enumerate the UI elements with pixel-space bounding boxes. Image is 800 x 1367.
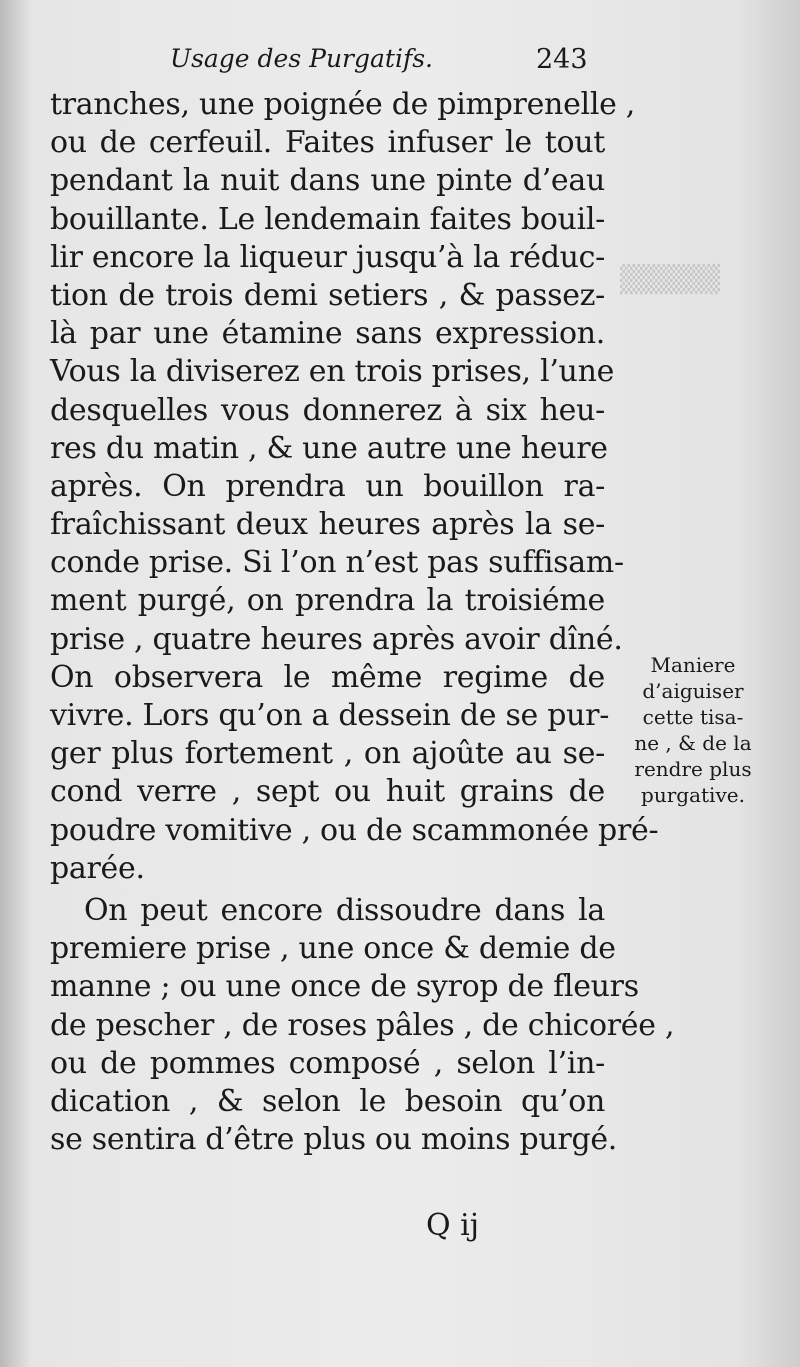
text-line: se sentira d’être plus ou moins purgé. bbox=[50, 1122, 618, 1158]
signature-mark: Q ij bbox=[426, 1208, 480, 1243]
text-line: après. On prendra un bouillon ra- bbox=[50, 468, 605, 504]
text-line: pendant la nuit dans une pinte d’eau bbox=[50, 163, 605, 199]
text-line: parée. bbox=[50, 850, 145, 886]
paragraph-first-line: On peut encore dissoudre dans la bbox=[84, 892, 605, 928]
text-line: conde prise. Si l’on n’est pas suffisam- bbox=[50, 545, 624, 581]
text-line: cond verre , sept ou huit grains de bbox=[50, 774, 605, 810]
text-line: prise , quatre heures après avoir dîné. bbox=[50, 621, 623, 657]
margin-note-line: rendre plus bbox=[634, 757, 752, 781]
text-line: manne ; ou une once de syrop de fleurs bbox=[50, 969, 639, 1005]
text-line: de pescher , de roses pâles , de chicorée , bbox=[50, 1007, 675, 1043]
text-line: ou de cerfeuil. Faites infuser le tout bbox=[50, 125, 605, 161]
text-line: On observera le même regime de bbox=[50, 659, 605, 695]
page-header bbox=[50, 44, 610, 84]
text-line: Vous la diviserez en trois prises, l’une bbox=[50, 354, 615, 390]
show-through-shadow: ▒▒▒▒▒ bbox=[620, 265, 720, 295]
margin-note-line: d’aiguiser bbox=[642, 679, 744, 703]
text-line: ment purgé, on prendra la troisiéme bbox=[50, 583, 605, 619]
text-line: res du matin , & une autre une heure bbox=[50, 430, 608, 466]
text-line: ger plus fortement , on ajoûte au se- bbox=[50, 736, 605, 772]
body-text bbox=[50, 86, 675, 1159]
text-line: vivre. Lors qu’on a dessein de se pur- bbox=[50, 698, 610, 733]
margin-note-line: purgative. bbox=[641, 783, 745, 807]
text-line: tranches, une poignée de pimprenelle , bbox=[50, 87, 636, 122]
text-line: ou de pommes composé , selon l’in- bbox=[50, 1045, 605, 1081]
text-line: fraîchissant deux heures après la se- bbox=[50, 507, 605, 543]
text-line: tion de trois demi setiers , & passez- bbox=[50, 277, 605, 313]
margin-note-line: ne , & de la bbox=[634, 731, 752, 755]
text-line: poudre vomitive , ou de scammonée pré- bbox=[50, 812, 659, 848]
text-line: dication , & selon le besoin qu’on bbox=[50, 1083, 605, 1119]
text-line: bouillante. Le lendemain faites bouil- bbox=[50, 201, 605, 237]
text-line: lir encore la liqueur jusqu’à la réduc- bbox=[50, 239, 605, 275]
text-line: premiere prise , une once & demie de bbox=[50, 931, 616, 967]
margin-note bbox=[618, 652, 768, 808]
text-line: là par une étamine sans expression. bbox=[50, 316, 605, 352]
page-number: 243 bbox=[536, 44, 588, 75]
margin-note-line: Maniere bbox=[650, 653, 736, 677]
margin-note-line: cette tisa- bbox=[642, 705, 744, 729]
text-line: desquelles vous donnerez à six heu- bbox=[50, 392, 605, 428]
running-head: Usage des Purgatifs. bbox=[170, 44, 433, 73]
